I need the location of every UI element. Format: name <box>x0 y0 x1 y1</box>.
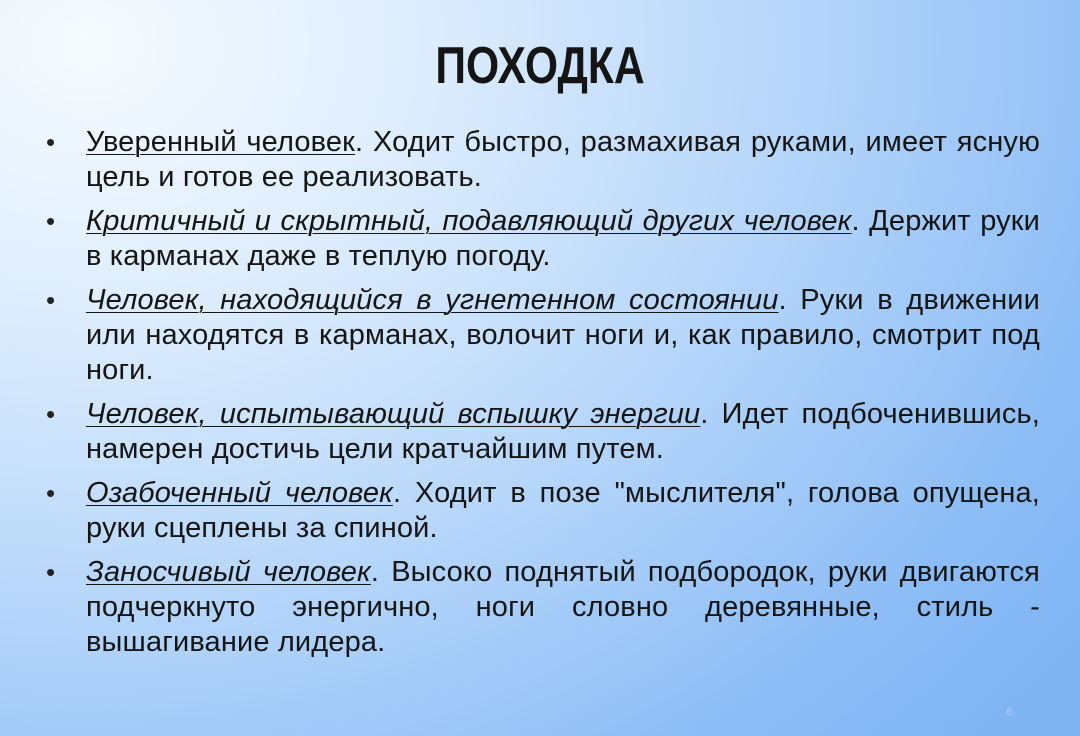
bullet-list <box>0 125 1080 669</box>
item-text: . Высоко поднятый подбородок, руки двигаются подчеркнуто энергично, ноги словно деревянные, стиль - вышагивание лидера. <box>86 556 1040 658</box>
list-item <box>86 476 1040 546</box>
list-item <box>86 397 1040 467</box>
item-term: Озабоченный человек <box>86 477 393 509</box>
list-item <box>86 125 1040 195</box>
list-item <box>86 555 1040 660</box>
item-term: Человек, испытывающий вспышку энергии <box>86 398 701 430</box>
item-text: . Идет подбоченившись, намерен достичь цели кратчайшим путем. <box>86 398 1041 465</box>
list-item <box>86 204 1040 274</box>
item-text: . Руки в движении или находятся в карманах, волочит ноги и, как правило, смотрит под ноги. <box>86 284 1040 386</box>
item-term: Человек, находящийся в угнетенном состоянии <box>86 284 779 316</box>
list-item <box>86 283 1040 388</box>
item-text: . Ходит в позе "мыслителя", голова опущена, руки сцеплены за спиной. <box>86 477 1040 544</box>
item-term: Заносчивый человек <box>86 556 371 588</box>
slide-title: ПОХОДКА <box>435 37 645 95</box>
page-number: 6 <box>1006 707 1012 718</box>
item-text: . Ходит быстро, размахивая руками, имеет ясную цель и готов ее реализовать. <box>86 126 1040 193</box>
item-text: . Держит руки в карманах даже в теплую погоду. <box>86 205 1040 272</box>
item-term: Критичный и скрытный, подавляющий других человек <box>86 205 852 237</box>
item-term: Уверенный человек <box>86 126 356 158</box>
